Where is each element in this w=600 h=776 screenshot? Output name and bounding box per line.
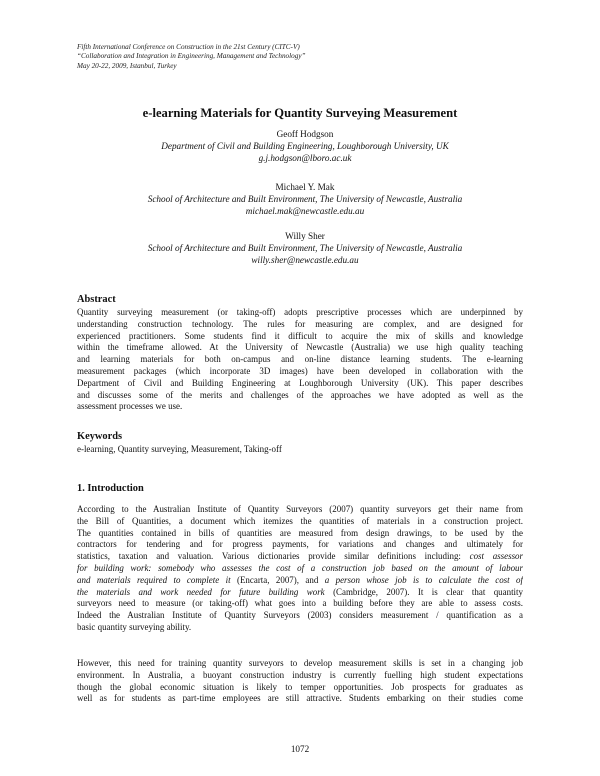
- intro-italic-span: the materials and work needed for future building work: [77, 586, 325, 597]
- intro-italic-span: for building work: somebody who assesses the cost of a construction job based on the amount of labour: [77, 562, 523, 573]
- intro-line: [77, 551, 523, 563]
- intro-line: surveyors need to measure (or taking-off) what goes into a building before they are able to assess costs.: [77, 598, 523, 609]
- author-name: Geoff Hodgson: [276, 129, 334, 139]
- intro-line: [77, 587, 523, 599]
- author-email[interactable]: michael.mak@newcastle.edu.au: [245, 205, 365, 216]
- introduction-heading: 1. Introduction: [77, 483, 144, 494]
- intro-line: basic quantity surveying ability.: [77, 621, 192, 632]
- author-name: Willy Sher: [285, 231, 325, 241]
- intro-italic-span: a person whose job is to calculate the cost of: [324, 574, 523, 585]
- intro-line: though the global economic situation is likely to temper opportunities. Job prospects for graduates as: [77, 681, 523, 692]
- intro-text-span: statistics, taxation and valuation. Various dictionaries provide similar definitions including:: [77, 551, 470, 562]
- intro-line: the Bill of Quantities, a document which itemizes the quantities of materials in a construction project.: [77, 515, 523, 526]
- abstract-line: Department of Civil and Building Engineering at Loughborough University (UK). This paper describes: [77, 377, 523, 388]
- intro-line: [77, 575, 523, 587]
- introduction-paragraph-2: [77, 658, 523, 705]
- abstract-line: Quantity surveying measurement (or taking-off) adopts prescriptive processes which are underpinned by: [77, 307, 523, 317]
- conference-header: [77, 43, 537, 71]
- intro-line: environment. In Australia, a buoyant construction industry is currently fuelling high student expectations: [77, 669, 523, 680]
- abstract-line: assessment processes we use.: [77, 401, 183, 412]
- abstract-line: and learning materials for both on-campus and on-line distance learning students. The e-learning: [77, 354, 523, 365]
- intro-line: contractors for tendering and for progress payments, for variations and changes and ultimately for: [77, 539, 523, 550]
- intro-line: The quantities contained in bills of quantities are measured from design drawings, to be used by the: [77, 527, 523, 538]
- author-affiliation: Department of Civil and Building Engineering, Loughborough University, UK: [161, 140, 449, 151]
- abstract-line: experienced practitioners. Some students find it difficult to acquire the mix of skills and knowledge: [77, 330, 523, 341]
- author-name: Michael Y. Mak: [275, 182, 335, 192]
- conference-theme: “Collaboration and Integration in Engineering, Management and Technology”: [77, 52, 306, 61]
- abstract-line: measurement packages (which incorporate 3D images) have been developed in collaboration with the: [77, 365, 523, 376]
- introduction-paragraph-1: [77, 504, 523, 634]
- author-affiliation: School of Architecture and Built Environment, The University of Newcastle, Australia: [147, 193, 463, 204]
- keywords-heading: Keywords: [77, 431, 123, 442]
- abstract-text: [77, 307, 523, 413]
- intro-line: According to the Australian Institute of Quantity Surveyors (2007) quantity surveyors get their name from: [77, 504, 523, 514]
- intro-text-span: (Encarta, 2007), and: [230, 574, 325, 585]
- intro-line: However, this need for training quantity surveyors to develop measurement skills is set in a changing job: [77, 658, 523, 668]
- author-block: [60, 129, 550, 164]
- author-block: [60, 231, 550, 266]
- author-email[interactable]: g.j.hodgson@lboro.ac.uk: [258, 152, 352, 163]
- intro-line: well as for students as part-time employees are still attractive. Students embarking on their studies come: [77, 693, 523, 704]
- abstract-line: within the timeframe allowed. At the University of Newcastle (Australia) we use high quality teaching: [77, 342, 523, 353]
- author-block: [60, 182, 550, 217]
- author-email[interactable]: willy.sher@newcastle.edu.au: [251, 254, 359, 265]
- abstract-heading: Abstract: [77, 294, 116, 305]
- intro-line: Indeed the Australian Institute of Quantity Surveyors (2003) considers measurement / quantification as a: [77, 610, 523, 621]
- intro-italic-span: cost assessor: [469, 551, 523, 562]
- intro-line: [77, 563, 523, 575]
- keywords-text: e-learning, Quantity surveying, Measurement, Taking-off: [77, 444, 282, 454]
- conference-date-location: May 20-22, 2009, Istanbul, Turkey: [77, 61, 177, 70]
- page-number: 1072: [290, 744, 310, 754]
- intro-italic-span: and materials required to complete it: [77, 574, 231, 585]
- abstract-line: understanding construction technology. The rules for measuring are complex, and are designed for: [77, 318, 523, 329]
- paper-title: e-learning Materials for Quantity Surveying Measurement: [142, 106, 458, 120]
- abstract-line: and discusses some of the merits and challenges of the approaches we have adopted as well as the: [77, 389, 523, 400]
- author-affiliation: School of Architecture and Built Environment, The University of Newcastle, Australia: [147, 242, 463, 253]
- conference-name: Fifth International Conference on Construction in the 21st Century (CITC-V): [77, 43, 300, 51]
- intro-text-span: (Cambridge, 2007). It is clear that quantity: [324, 586, 523, 597]
